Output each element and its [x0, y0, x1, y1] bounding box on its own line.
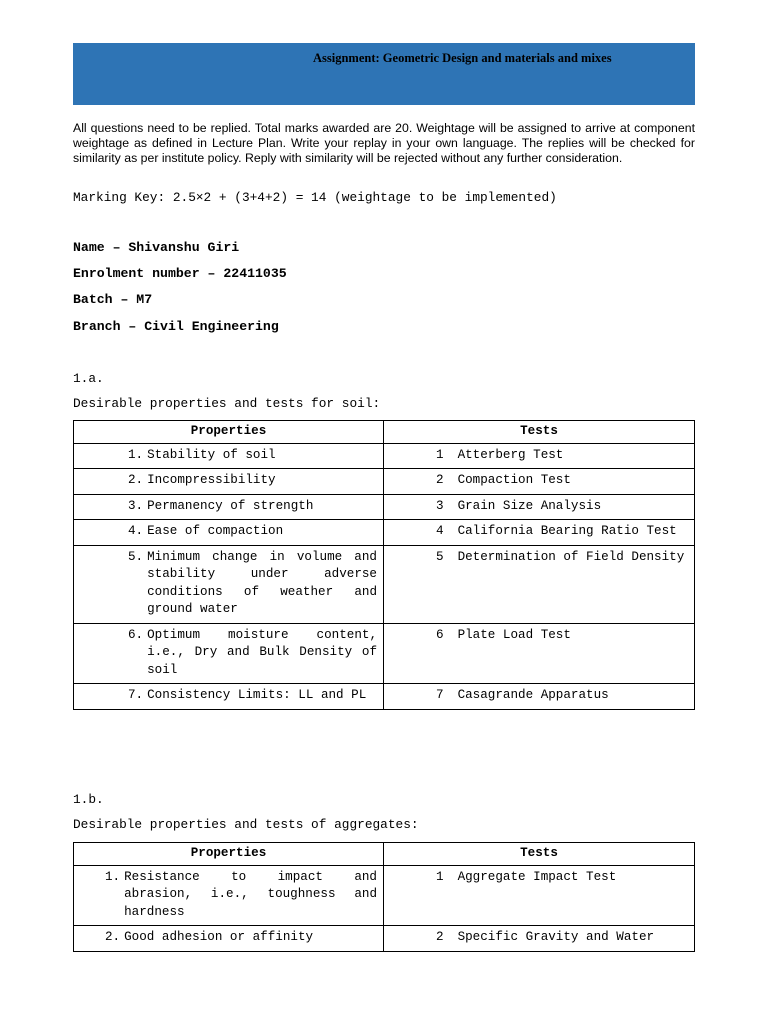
test-cell — [384, 494, 695, 520]
property-number: 4. — [128, 524, 144, 538]
property-cell — [74, 865, 384, 926]
property-number: 5. — [128, 549, 144, 564]
test-number: 2 — [436, 930, 444, 944]
property-number: 7. — [128, 688, 144, 702]
property-text: Permanency of strength — [147, 498, 314, 513]
column-header-properties: Properties — [74, 843, 384, 866]
test-number: 2 — [436, 473, 444, 487]
test-number: 5 — [436, 549, 444, 564]
student-name: Name – Shivanshu Giri — [73, 240, 240, 255]
test-cell — [384, 520, 695, 546]
property-cell — [74, 623, 384, 684]
table-row — [74, 623, 695, 684]
question-1a-heading: Desirable properties and tests for soil: — [73, 396, 381, 411]
property-number: 1. — [128, 447, 144, 462]
test-cell — [384, 684, 695, 710]
table-row — [74, 443, 695, 469]
property-number: 1. — [105, 869, 121, 884]
test-number: 1 — [436, 869, 444, 884]
property-number: 3. — [128, 498, 144, 513]
question-1b-label: 1.b. — [73, 792, 104, 807]
property-cell — [74, 469, 384, 495]
enrolment-number: Enrolment number – 22411035 — [73, 266, 287, 281]
test-text: Aggregate Impact Test — [457, 869, 617, 884]
test-text: Casagrande Apparatus — [457, 688, 609, 702]
marking-key: Marking Key: 2.5×2 + (3+4+2) = 14 (weightage to be implemented) — [73, 190, 557, 205]
column-header-tests: Tests — [384, 843, 695, 866]
test-cell — [384, 865, 695, 926]
property-text: Ease of compaction — [147, 524, 284, 538]
property-cell — [74, 926, 384, 952]
property-text: Resistance to impact and abrasion, i.e., toughness and hardness — [124, 869, 377, 919]
test-number: 4 — [436, 524, 444, 538]
test-cell — [384, 443, 695, 469]
aggregate-properties-table — [73, 842, 695, 952]
property-text: Stability of soil — [147, 447, 276, 462]
table-row — [74, 684, 695, 710]
table-row — [74, 520, 695, 546]
table-row — [74, 865, 695, 926]
test-cell — [384, 545, 695, 623]
test-number: 3 — [436, 498, 444, 513]
test-number: 6 — [436, 627, 444, 642]
table-row — [74, 926, 695, 952]
test-text: Plate Load Test — [457, 627, 571, 642]
test-cell — [384, 926, 695, 952]
test-number: 1 — [436, 447, 444, 462]
property-number: 2. — [105, 930, 121, 944]
property-text: Minimum change in volume and stability under adverse conditions of weather and ground water — [147, 549, 377, 616]
instructions-paragraph: All questions need to be replied. Total marks awarded are 20. Weightage will be assigned to arrive at component weightage as defined in Lecture Plan. Write your replay in your own language. The replies will be checked for similarity as per institute policy. Reply with similarity will be rejected without any further consideration. — [73, 121, 695, 165]
table-row — [74, 494, 695, 520]
table-row — [74, 469, 695, 495]
assignment-title: Assignment: Geometric Design and materials and mixes — [313, 51, 612, 65]
property-text: Optimum moisture content, i.e., Dry and Bulk Density of soil — [147, 627, 377, 677]
property-text: Consistency Limits: LL and PL — [147, 688, 367, 702]
column-header-tests: Tests — [384, 421, 695, 444]
property-text: Good adhesion or affinity — [124, 930, 314, 944]
property-number: 2. — [128, 473, 144, 487]
table-header-row — [74, 421, 695, 444]
soil-properties-table — [73, 420, 695, 710]
batch: Batch – M7 — [73, 292, 153, 307]
question-1a-label: 1.a. — [73, 371, 104, 386]
property-cell — [74, 494, 384, 520]
property-cell — [74, 684, 384, 710]
test-text: California Bearing Ratio Test — [457, 524, 677, 538]
test-number: 7 — [436, 688, 444, 702]
test-text: Compaction Test — [457, 473, 571, 487]
test-cell — [384, 469, 695, 495]
test-text: Grain Size Analysis — [457, 498, 602, 513]
property-cell — [74, 545, 384, 623]
property-number: 6. — [128, 627, 144, 642]
property-text: Incompressibility — [147, 473, 276, 487]
column-header-properties: Properties — [74, 421, 384, 444]
question-1b-heading: Desirable properties and tests of aggregates: — [73, 817, 419, 832]
branch: Branch – Civil Engineering — [73, 319, 279, 334]
test-text: Determination of Field Density — [457, 549, 685, 564]
table-row — [74, 545, 695, 623]
property-cell — [74, 520, 384, 546]
table-header-row — [74, 843, 695, 866]
test-text: Specific Gravity and Water — [457, 930, 655, 944]
test-cell — [384, 623, 695, 684]
property-cell — [74, 443, 384, 469]
test-text: Atterberg Test — [457, 447, 564, 462]
title-banner — [73, 43, 695, 105]
